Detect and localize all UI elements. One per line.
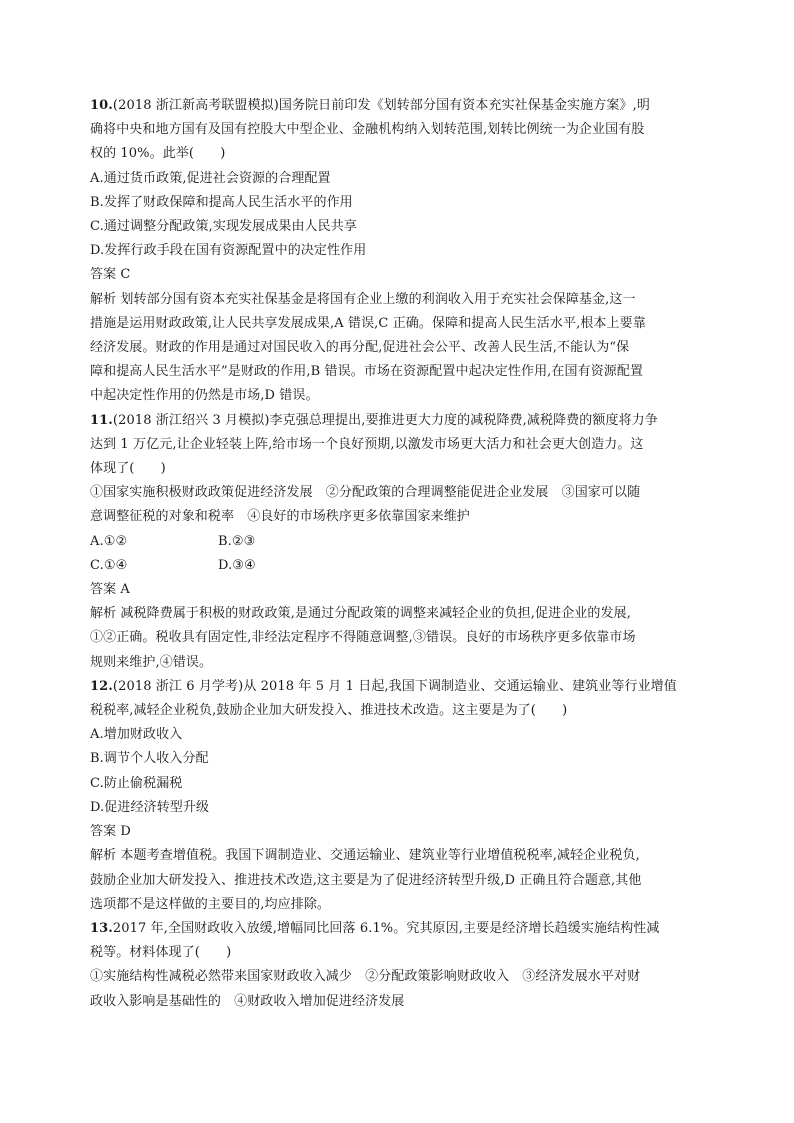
question-stem-line: 12.(2018 浙江 6 月学考)从 2018 年 5 月 1 日起,我国下调制造业、交通运输业、建筑业等行业增值 [90,678,677,694]
option-b: B.发挥了财政保障和提高人民生活水平的作用 [90,194,353,210]
statement-line: 政收入影响是基础性的 ④财政收入增加促进经济发展 [90,993,405,1009]
analysis-line: ①②正确。税收具有固定性,非经法定程序不得随意调整,③错误。良好的市场秩序更多依靠市场 [90,630,636,646]
question-stem-line: 13.2017 年,全国财政收入放缓,增幅同比回落 6.1%。究其原因,主要是经济增长趋缓实施结构性减 [90,920,660,936]
option-a: A.通过货币政策,促进社会资源的合理配置 [90,170,331,186]
statement-line: ①实施结构性减税必然带来国家财政收入减少 ②分配政策影响财政收入 ③经济发展水平对财 [90,969,641,985]
question-10 [90,94,710,409]
question-stem-line: 11.(2018 浙江绍兴 3 月模拟)李克强总理提出,要推进更大力度的减税降费,减税降费的额度将力争 [90,412,658,428]
analysis-line: 障和提高人民生活水平”是财政的作用,B 错误。市场在资源配置中起决定性作用,在国有资源配置 [90,364,644,380]
option-c: C.①④ [90,557,128,573]
analysis-line: 措施是运用财政政策,让人民共享发展成果,A 错误,C 正确。保障和提高人民生活水平,根本上要靠 [90,315,646,331]
answer: 答案 C [90,267,131,283]
question-stem-line: 确将中央和地方国有及国有控股大中型企业、金融机构纳入划转范围,划转比例统一为企业国有股 [90,122,645,138]
answer: 答案 D [90,824,131,840]
analysis-line: 解析 减税降费属于积极的财政政策,是通过分配政策的调整来减轻企业的负担,促进企业的发展, [90,606,631,622]
analysis-line: 中起决定性作用的仍然是市场,D 错误。 [90,388,319,404]
question-stem-line: 10.(2018 浙江新高考联盟模拟)国务院日前印发《划转部分国有资本充实社保基金实施方案》,明 [90,98,650,113]
question-stem-line: 权的 10%。此举( ) [90,146,226,162]
question-number: 11. [90,412,113,428]
analysis-line: 选项都不是这样做的主要目的,均应排除。 [90,896,331,912]
question-stem-line: 体现了( ) [90,461,166,477]
answer: 答案 A [90,582,130,598]
question-stem-line: 税等。材料体现了( ) [90,945,232,961]
option-b: B.②③ [218,533,256,549]
option-c: C.通过调整分配政策,实现发展成果由人民共享 [90,219,357,235]
document-page [90,94,710,1014]
option-c: C.防止偷税漏税 [90,775,183,791]
option-a: A.增加财政收入 [90,727,183,743]
statement-line: ①国家实施积极财政政策促进经济发展 ②分配政策的合理调整能促进企业发展 ③国家可以随 [90,485,641,501]
analysis-line: 鼓励企业加大研发投入、推进技术改造,这主要是为了促进经济转型升级,D 正确且符合题意,其他 [90,872,642,888]
question-11 [90,409,710,675]
analysis-line: 规则来维护,④错误。 [90,654,213,670]
question-12 [90,675,710,917]
analysis-line: 解析 划转部分国有资本充实社保基金是将国有企业上缴的利润收入用于充实社会保障基金,这一 [90,291,636,307]
analysis-line: 经济发展。财政的作用是通过对国民收入的再分配,促进社会公平、改善人民生活,不能认为“保 [90,340,630,356]
option-a: A.①② [90,533,128,549]
option-b: B.调节个人收入分配 [90,751,209,767]
question-13 [90,917,710,1014]
question-stem-line: 达到 1 万亿元,让企业轻装上阵,给市场一个良好预期,以激发市场更大活力和社会更大创造力。这 [90,436,644,452]
option-d: D.发挥行政手段在国有资源配置中的决定性作用 [90,243,367,259]
option-d: D.③④ [218,557,256,573]
question-number: 12. [90,678,113,694]
options-row [90,554,710,578]
question-number: 10. [90,98,113,113]
statement-line: 意调整征税的对象和税率 ④良好的市场秩序更多依靠国家来维护 [90,509,470,525]
options-row [90,530,710,554]
option-d: D.促进经济转型升级 [90,799,210,815]
question-stem-line: 税税率,减轻企业税负,鼓励企业加大研发投入、推进技术改造。这主要是为了( ) [90,703,568,719]
analysis-line: 解析 本题考查增值税。我国下调制造业、交通运输业、建筑业等行业增值税税率,减轻企业税负, [90,848,640,864]
question-number: 13. [90,920,113,936]
